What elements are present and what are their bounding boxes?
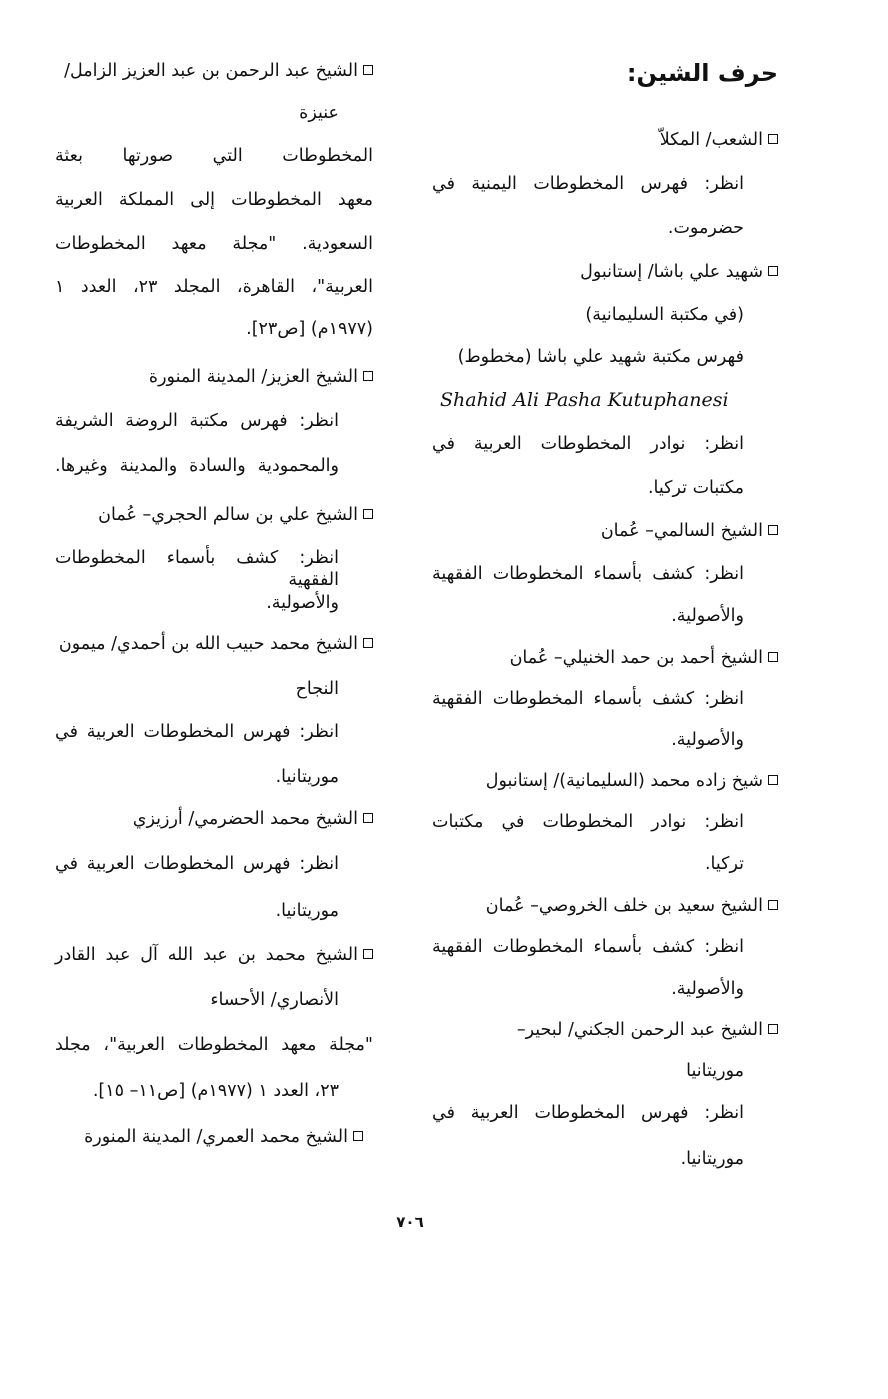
entry-line: الأنصاري/ الأحساء [210, 990, 339, 1010]
entry-line: تركيا. [704, 854, 744, 874]
entry-line: فهرس مكتبة شهيد علي باشا (مخطوط) [457, 347, 744, 367]
checkbox-icon [363, 949, 373, 959]
entry-line: انظر: كشف بأسماء المخطوطات الفقهية [432, 564, 744, 584]
entry-title: الشيخ سعيد بن خلف الخروصي– عُمان [486, 895, 778, 917]
entry-title: الشيخ محمد حبيب الله بن أحمدي/ ميمون [59, 633, 373, 655]
entry-line: والمحمودية والسادة والمدينة وغيرها. [55, 456, 339, 476]
checkbox-icon [363, 638, 373, 648]
entry-line: (١٩٧٧م) [ص٢٣]. [246, 319, 373, 339]
entry-title: الشيخ محمد الحضرمي/ أرزيزي [133, 808, 373, 830]
checkbox-icon [768, 900, 778, 910]
entry-title: الشعب/ المكلاّ [660, 129, 778, 151]
checkbox-icon [768, 775, 778, 785]
entry-line: المخطوطات التي صورتها بعثة [55, 146, 373, 166]
checkbox-icon [363, 509, 373, 519]
entry-line: موريتانيا. [275, 767, 339, 787]
entry-line: انظر: فهرس المخطوطات العربية في [55, 722, 339, 742]
checkbox-icon [353, 1131, 363, 1141]
entry-line: معهد المخطوطات إلى المملكة العربية [55, 190, 373, 210]
entry-line: انظر: كشف بأسماء المخطوطات الفقهية [55, 548, 339, 590]
entry-line: العربية"، القاهرة، المجلد ٢٣، العدد ١ [55, 277, 374, 297]
entry-line: والأصولية. [671, 730, 744, 750]
checkbox-icon [768, 1024, 778, 1034]
checkbox-icon [363, 813, 373, 823]
entry-title: الشيخ أحمد بن حمد الخنيلي– عُمان [510, 647, 778, 669]
entry-line: انظر: كشف بأسماء المخطوطات الفقهية [432, 937, 744, 957]
entry-line: انظر: نوادر المخطوطات العربية في [432, 434, 744, 454]
entry-line: انظر: فهرس المخطوطات اليمنية في [432, 174, 744, 194]
checkbox-icon [768, 525, 778, 535]
entry-line: حضرموت. [667, 218, 744, 238]
entry-line: موريتانيا. [275, 901, 339, 921]
entry-line: موريتانيا. [680, 1149, 744, 1169]
entry-title: الشيخ علي بن سالم الحجري– عُمان [98, 504, 373, 526]
checkbox-icon [768, 134, 778, 144]
entry-line: انظر: فهرس المخطوطات العربية في [55, 854, 339, 874]
checkbox-icon [768, 266, 778, 276]
entry-line: مكتبات تركيا. [647, 478, 744, 498]
entry-line: انظر: كشف بأسماء المخطوطات الفقهية [432, 689, 744, 709]
entry-title: الشيخ محمد بن عبد الله آل عبد القادر [55, 944, 373, 966]
section-heading: حرف الشين: [626, 59, 778, 87]
checkbox-icon [363, 65, 373, 75]
entry-line: النجاح [295, 679, 339, 699]
checkbox-icon [363, 371, 373, 381]
entry-latin-title: Shahid Ali Pasha Kutuphanesi [440, 389, 729, 411]
entry-line: عنيزة [299, 103, 339, 123]
entry-line: انظر: فهرس مكتبة الروضة الشريفة [55, 411, 339, 431]
entry-line: ٢٣، العدد ١ (١٩٧٧م) [ص١١– ١٥]. [92, 1081, 339, 1101]
entry-title: الشيخ عبد الرحمن بن عبد العزيز الزامل/ [64, 60, 373, 82]
page-number: ٧٠٦ [396, 1213, 424, 1231]
entry-title: الشيخ السالمي– عُمان [601, 520, 778, 542]
entry-line: انظر: نوادر المخطوطات في مكتبات [432, 812, 744, 832]
entry-title: الشيخ عبد الرحمن الجكني/ لبحير– [517, 1019, 778, 1041]
entry-line: (في مكتبة السليمانية) [585, 305, 744, 325]
entry-line: موريتانيا [686, 1061, 744, 1081]
entry-line: السعودية. "مجلة معهد المخطوطات [55, 234, 373, 254]
entry-line: "مجلة معهد المخطوطات العربية"، مجلد [55, 1035, 373, 1055]
entry-title: الشيخ محمد العمري/ المدينة المنورة [84, 1126, 363, 1148]
entry-title: شهيد علي باشا/ إستانبول [580, 261, 778, 283]
entry-line: والأصولية. [266, 593, 339, 613]
entry-line: والأصولية. [671, 979, 744, 999]
checkbox-icon [768, 652, 778, 662]
entry-line: والأصولية. [671, 606, 744, 626]
entry-title: الشيخ العزيز/ المدينة المنورة [149, 366, 373, 388]
entry-line: انظر: فهرس المخطوطات العربية في [432, 1103, 744, 1123]
entry-title: شيخ زاده محمد (السليمانية)/ إستانبول [486, 770, 778, 792]
